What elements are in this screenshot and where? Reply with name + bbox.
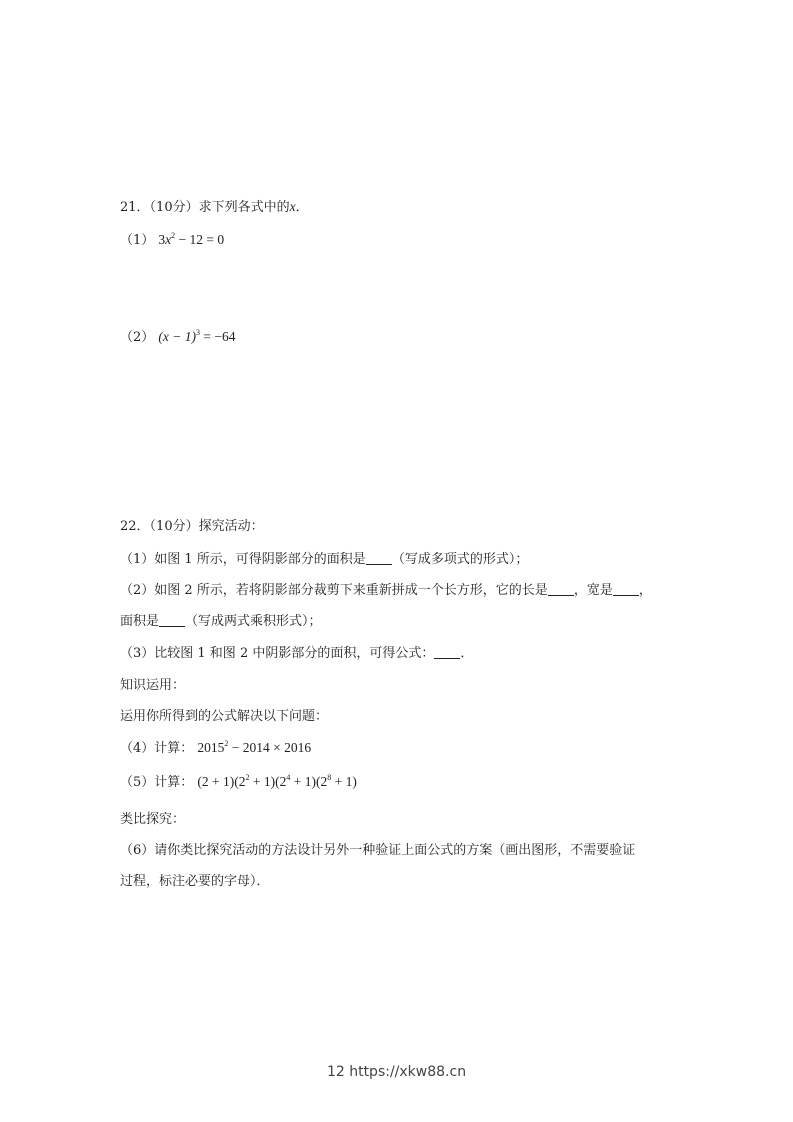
q22-part2-cont: 面积是 （写成两式乘积形式）； xyxy=(120,614,322,629)
answer-blank xyxy=(434,646,460,659)
answer-blank xyxy=(159,614,185,627)
q22-header: 22．（10分）探究活动： xyxy=(120,519,264,534)
q22-part2: （2）如图 2 所示，若将阴影部分裁剪下来重新拼成一个长方形，它的长是 ，宽是 ， xyxy=(120,583,652,598)
q22-part6: （6）请你类比探究活动的方法设计另外一种验证上面公式的方案（画出图形，不需要验证 xyxy=(120,843,636,858)
q22-part5-expression: $(2 + 1)(2^2 + 1)(2^4 + 1)(2^8 + 1)$ xyxy=(197,773,357,789)
analogy-heading: 类比探究： xyxy=(120,812,186,827)
q22-part6-cont: 过程，标注必要的字母）． xyxy=(120,874,270,889)
answer-blank xyxy=(548,583,574,596)
q22-part4-expression: $2015^2 - 2014 \times 2016$ xyxy=(197,739,312,755)
q21-part1: （1） $3x^2 - 12 = 0$ xyxy=(120,231,225,248)
q21-header: 21．（10分）求下列各式中的x． xyxy=(120,199,309,215)
q22-part4: （4）计算： $2015^2 - 2014 \times 2016$ xyxy=(120,739,312,756)
answer-blank xyxy=(366,552,392,565)
q22-part5: （5）计算： $(2 + 1)(2^2 + 1)(2^4 + 1)(2^8 + 1)$ xyxy=(120,773,357,790)
page-footer: 12 https://xkw88.cn xyxy=(326,1064,467,1080)
q22-part3: （3）比较图 1 和图 2 中阴影部分的面积，可得公式： ． xyxy=(120,646,474,661)
q21-part1-equation: $3x^2 - 12 = 0$ xyxy=(158,231,225,247)
answer-blank xyxy=(613,583,639,596)
q21-part2: （2） $(x - 1)^3 = -64$ xyxy=(120,328,236,345)
q21-part2-equation: $(x - 1)^3 = -64$ xyxy=(158,328,236,344)
apply-instruction: 运用你所得到的公式解决以下问题： xyxy=(120,709,329,724)
q22-part1: （1）如图 1 所示，可得阴影部分的面积是 （写成多项式的形式）； xyxy=(120,552,529,567)
knowledge-heading: 知识运用： xyxy=(120,678,186,693)
